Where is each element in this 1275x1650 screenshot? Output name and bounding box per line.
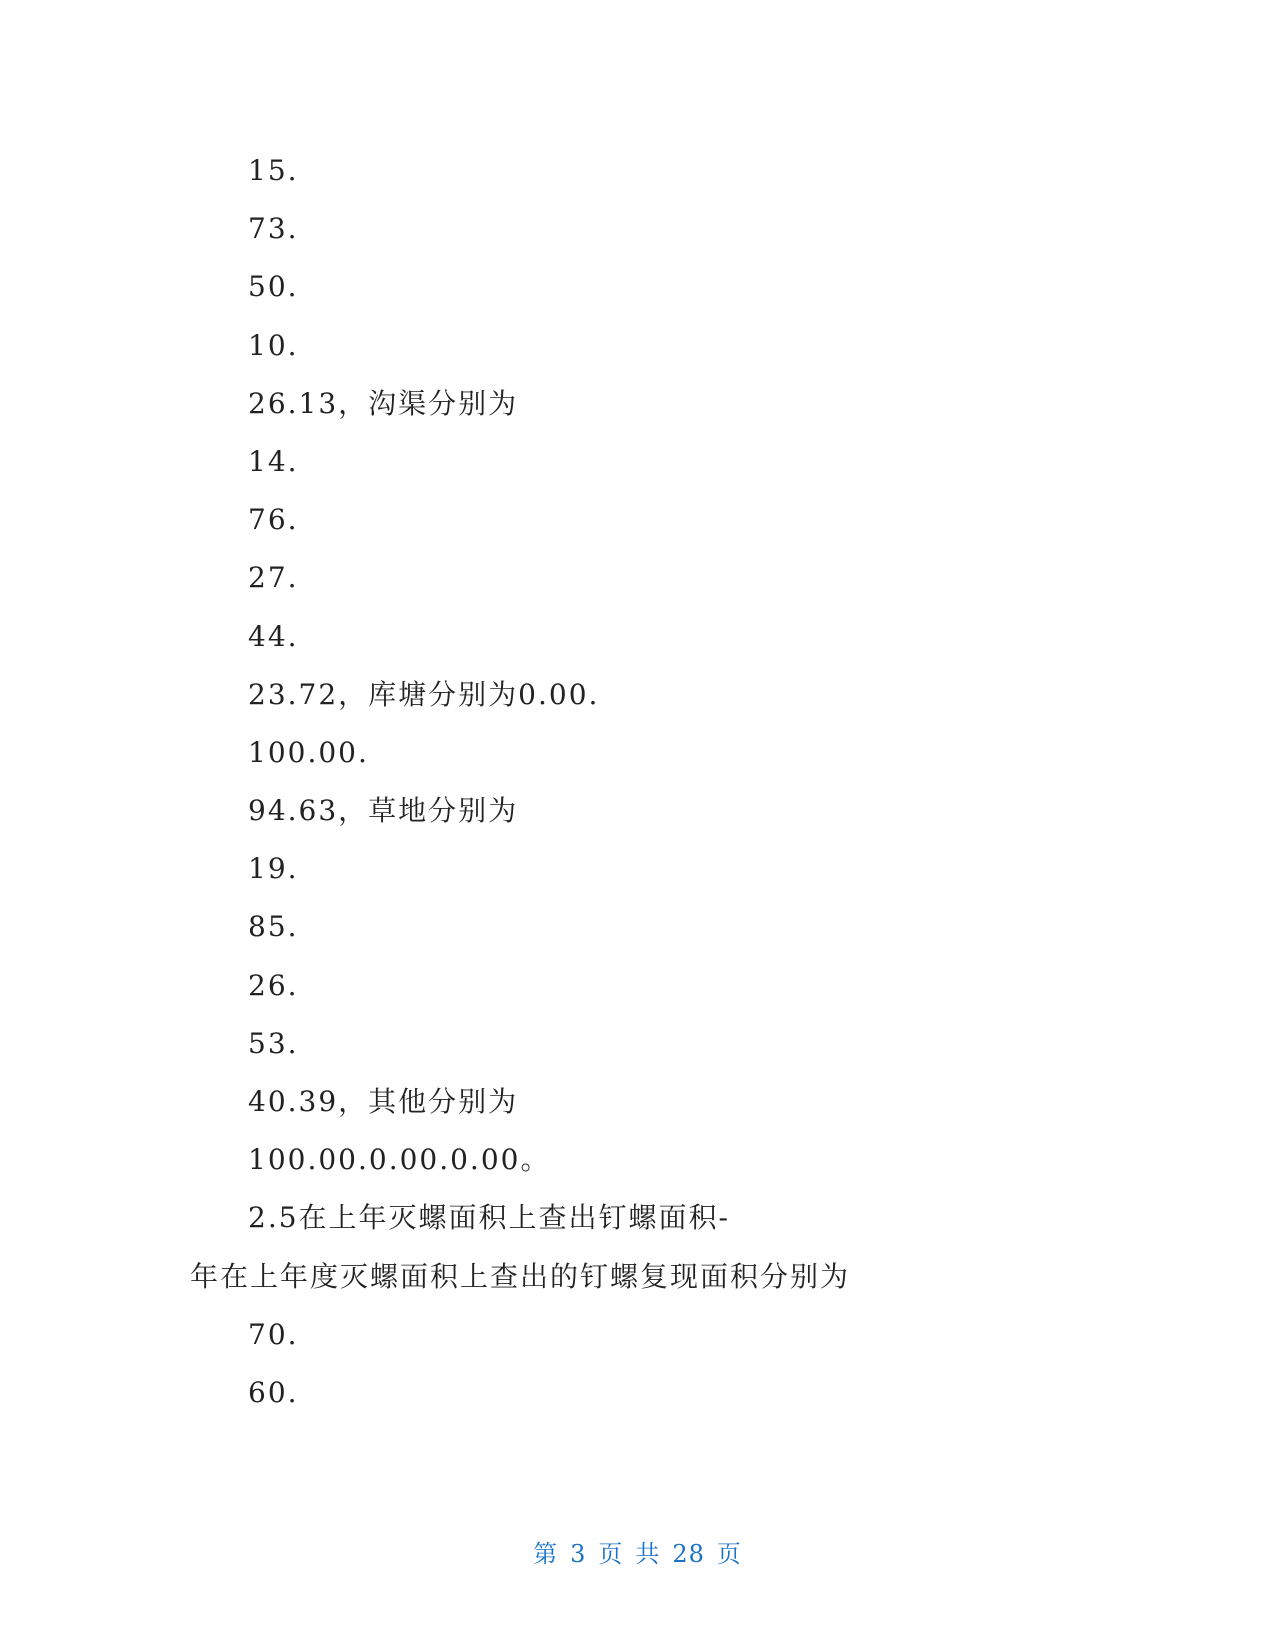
- text-line: 85.: [248, 910, 299, 944]
- text-line: 50.: [248, 270, 299, 304]
- text-line: 44.: [248, 619, 299, 653]
- text-line: 19.: [248, 852, 299, 886]
- text-line: 60.: [248, 1375, 299, 1409]
- text-line: 70.: [248, 1317, 299, 1351]
- text-line: 73.: [248, 212, 299, 246]
- text-line: 94.63，草地分别为: [248, 794, 519, 828]
- document-body: [190, 142, 1090, 1422]
- text-line: 53.: [248, 1026, 299, 1060]
- text-line: 23.72，库塘分别为0.00.: [248, 677, 600, 711]
- text-line: 26.: [248, 968, 299, 1002]
- footer-current-page: 3: [570, 1540, 587, 1568]
- page-footer: [0, 1534, 1275, 1569]
- text-line: 100.00.: [248, 735, 369, 769]
- footer-page-word: 页: [598, 1540, 624, 1568]
- text-line: 27.: [248, 561, 299, 595]
- footer-prefix: 第: [533, 1540, 559, 1568]
- text-line: 26.13，沟渠分别为: [248, 386, 519, 420]
- footer-total-prefix: 共: [635, 1540, 661, 1568]
- footer-total-pages: 28: [672, 1540, 705, 1568]
- text-line: 2.5在上年灭螺面积上查出钉螺面积-: [248, 1201, 730, 1235]
- text-line: 40.39，其他分别为: [248, 1085, 519, 1118]
- text-line: 100.00.0.00.0.00。: [248, 1143, 551, 1177]
- text-line: 年在上年度灭螺面积上查出的钉螺复现面积分别为: [190, 1259, 851, 1293]
- text-line: 10.: [248, 328, 299, 362]
- text-line: 15.: [248, 154, 299, 187]
- footer-suffix: 页: [716, 1540, 742, 1568]
- text-line: 14.: [248, 444, 299, 478]
- text-line: 76.: [248, 503, 299, 537]
